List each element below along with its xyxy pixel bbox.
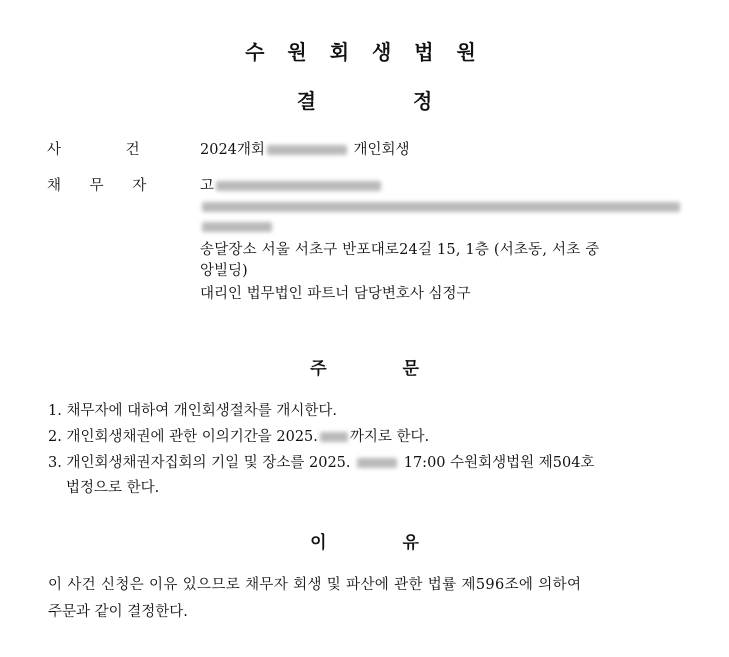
delivery-address-cont: 앙빌딩): [200, 263, 248, 279]
redacted-address-line-2: [200, 216, 274, 238]
redacted-address-line: [200, 196, 682, 218]
order-item-2-tail: 까지로 한다.: [349, 429, 430, 445]
case-label: 사 건: [47, 142, 140, 158]
agent: 대리인 법무법인 파트너 담당변호사 심정구: [200, 286, 471, 302]
redacted-debtor-info: [216, 181, 381, 191]
order-item-1: 1. 채무자에 대하여 개인회생절차를 개시한다.: [48, 403, 338, 419]
document-type-title: 결 정: [296, 89, 433, 113]
reason-line-2: 주문과 같이 결정한다.: [48, 604, 188, 620]
redacted-meeting-date: [357, 458, 397, 468]
debtor-label: 채 무 자: [47, 178, 147, 194]
redacted-address: [202, 202, 680, 212]
redacted-date: [320, 432, 348, 442]
case-number-prefix: 2024개회: [200, 142, 265, 158]
case-name: 개인회생: [353, 142, 410, 158]
reason-title: 이 유: [310, 533, 419, 553]
order-item-3-cont: 법정으로 한다.: [66, 480, 160, 496]
debtor-name-prefix: 고: [200, 178, 215, 194]
debtor-name: [200, 175, 383, 197]
redacted-case-number: [267, 145, 347, 155]
delivery-address: 송달장소 서울 서초구 반포대로24길 15, 1층 (서초동, 서초 중: [200, 242, 600, 258]
order-item-3-tail: 17:00 수원회생법원 제504호: [403, 455, 595, 471]
case-number: [200, 139, 410, 161]
order-item-3-text: 3. 개인회생채권자집회의 기일 및 장소를 2025.: [48, 455, 351, 471]
order-item-2: [48, 426, 429, 448]
reason-line-1: 이 사건 신청은 이유 있으므로 채무자 회생 및 파산에 관한 법률 제596조에 의하여: [48, 577, 582, 593]
order-item-3: [48, 452, 594, 474]
order-title: 주 문: [310, 359, 419, 379]
order-item-2-text: 2. 개인회생채권에 관한 이의기간을 2025.: [48, 429, 318, 445]
court-title: 수 원 회 생 법 원: [245, 40, 484, 64]
redacted-address-cont: [202, 222, 272, 232]
